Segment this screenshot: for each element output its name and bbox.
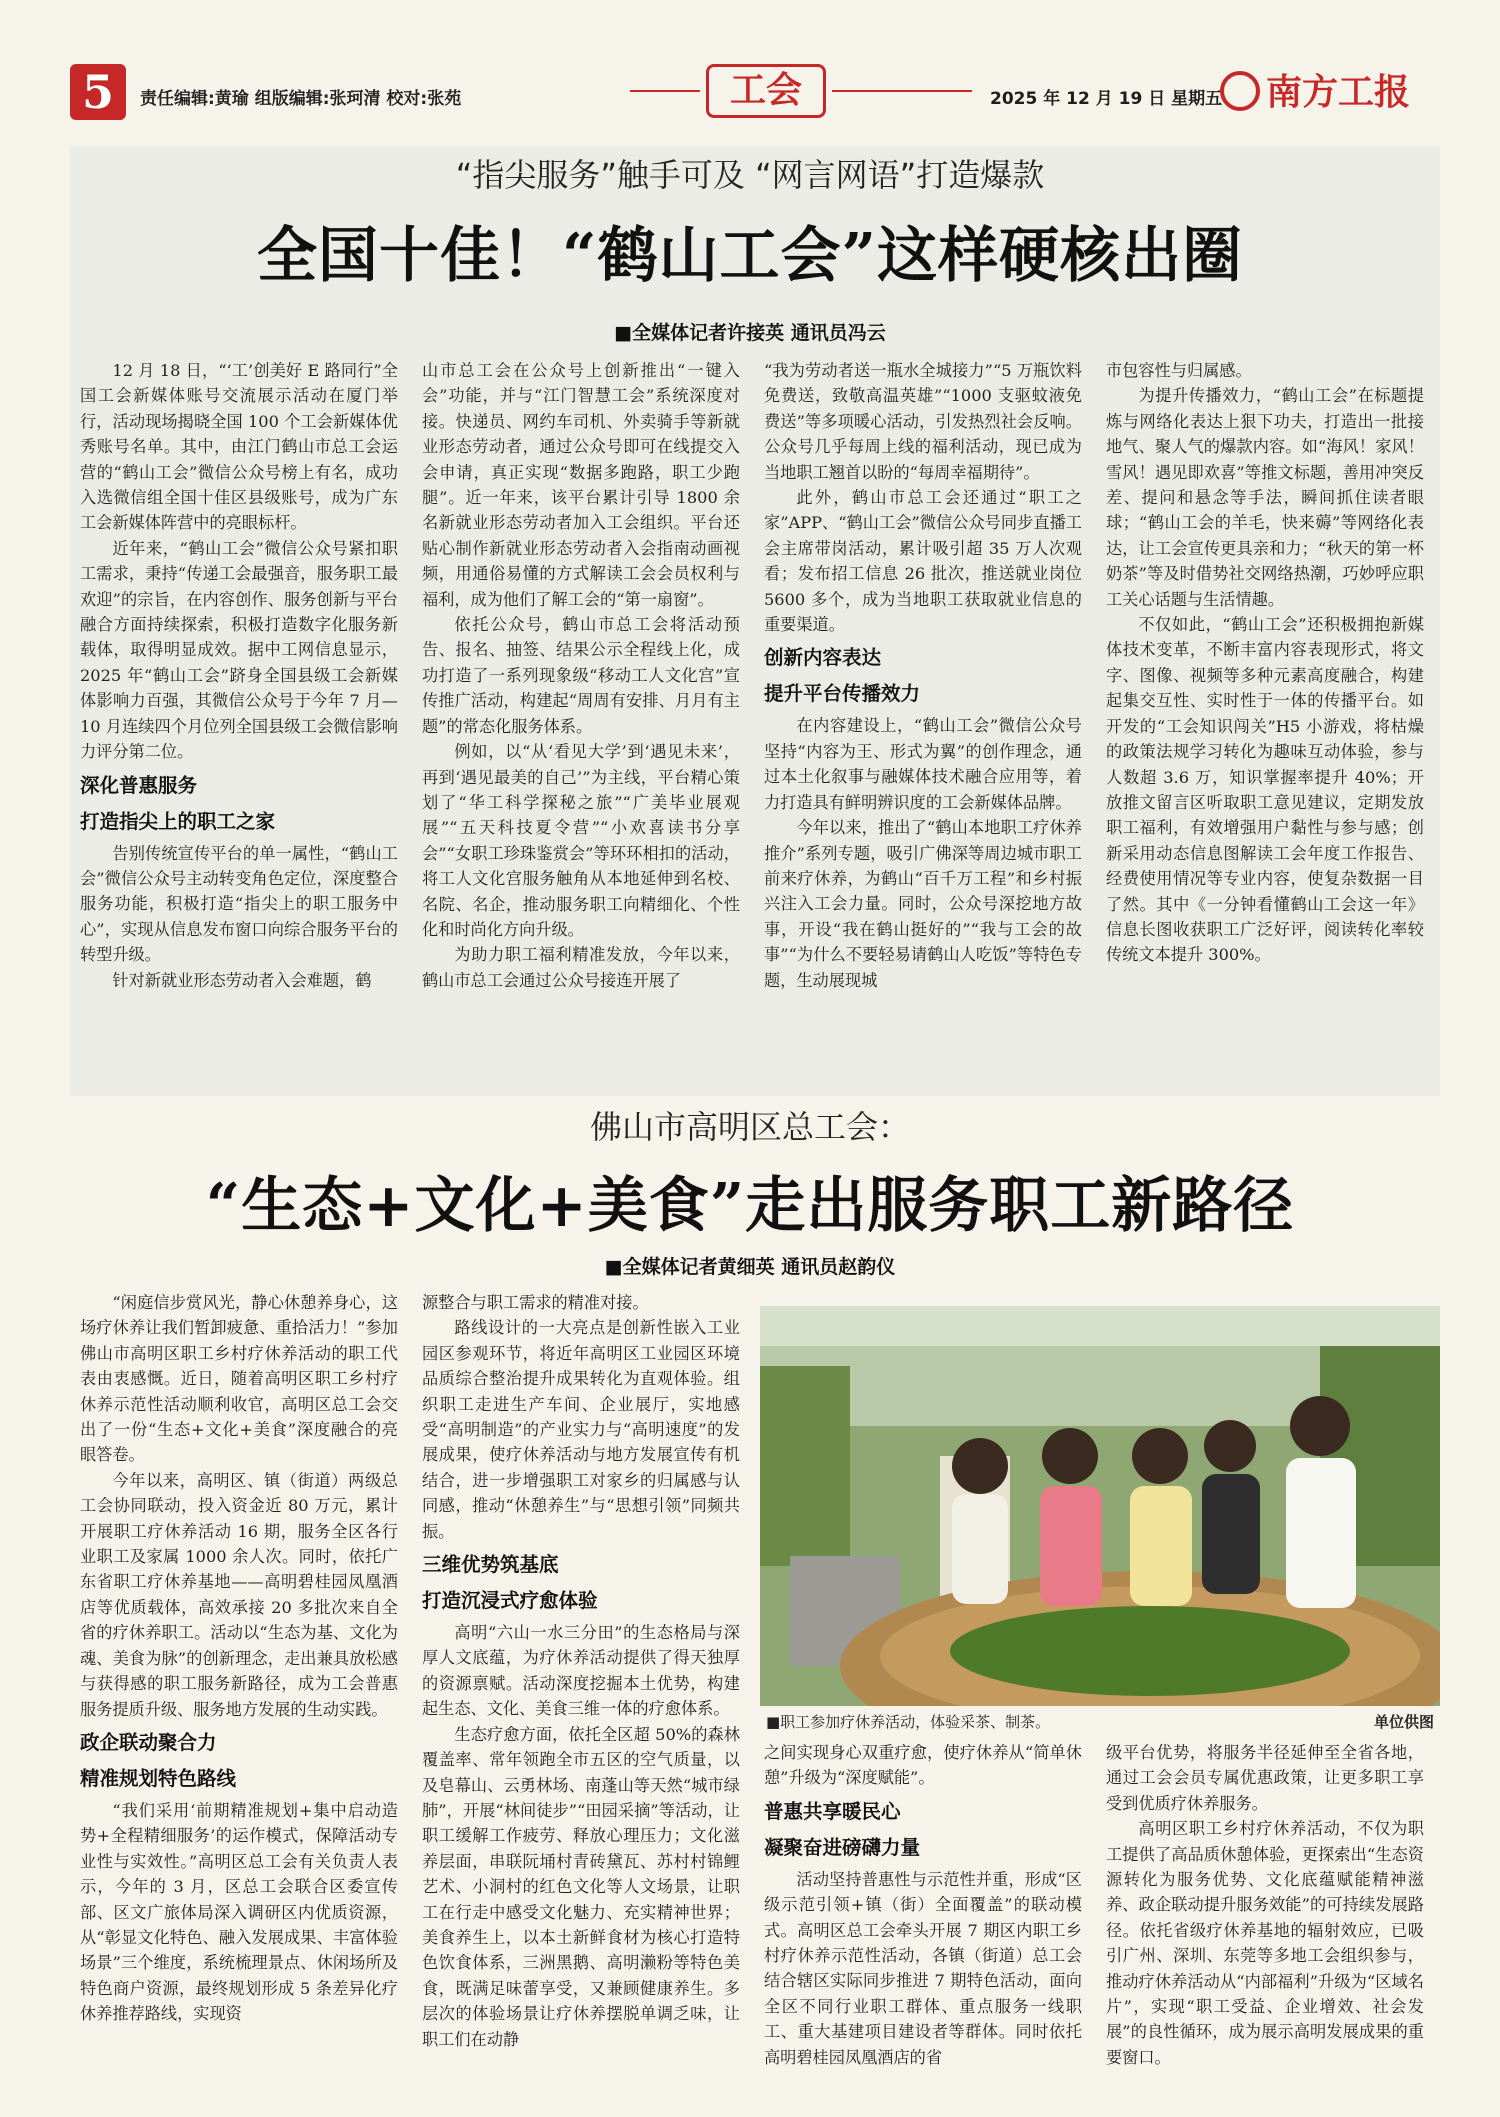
- article1-byline: ■全媒体记者许接英 通讯员冯云: [614, 322, 886, 344]
- photo-caption: ■职工参加疗休养活动，体验采茶、制茶。: [766, 1713, 1051, 1731]
- paragraph: 为提升传播效力，“鹤山工会”在标题提炼与网络化表达上狠下功夫，打造出一批接地气、聚人气的爆款内容。如“海风！家风！雪风！遇见即欢喜”等推文标题，善用冲突反差、提问和悬念等手法，瞬间抓住读者眼球；“鹤山工会的羊毛，快来薅”等网络化表达，让工会宣传更具亲和力；“秋天的第一杯奶茶”等及时借势社交网络热潮，巧妙呼应职工关心话题与生活情趣。: [1106, 386, 1424, 609]
- subheading: 凝聚奋进磅礴力量: [764, 1835, 921, 1859]
- photo-credit: 单位供图: [1373, 1713, 1434, 1731]
- article2-column-1: [80, 1290, 398, 2100]
- subheading: 三维优势筑基底: [422, 1553, 559, 1577]
- paragraph: 活动坚持普惠性与示范性并重，形成“区级示范引领+镇（街）全面覆盖”的联动模式。高明区总工会牵头开展 7 期区内职工乡村疗休养示范性活动，各镇（街道）总工会结合辖区实际同步推进 7 期特色活动，面向全区不同行业职工群体、重点服务一线职工、重大基建项目建设者等群体。同时依托高明碧桂园凤凰酒店的省: [764, 1869, 1082, 2067]
- article2-kicker: 佛山市高明区总工会：: [589, 1108, 910, 1146]
- article1-kicker: “指尖服务”触手可及 “网言网语”打造爆款: [455, 156, 1045, 194]
- subheading: 提升平台传播效力: [764, 682, 921, 706]
- article2-column-3: [764, 1740, 1082, 2100]
- subheading: 打造指尖上的职工之家: [80, 809, 276, 833]
- paragraph: 今年以来，推出了“鹤山本地职工疗休养推介”系列专题，吸引广佛深等周边城市职工前来疗休养，为鹤山“百千万工程”和乡村振兴注入工会力量。同时，公众号深挖地方故事，开设“我在鹤山挺好的”“我与工会的故事”“为什么不要轻易请鹤山人吃饭”等特色专题，生动展现城: [764, 818, 1082, 990]
- article1-column-2: [422, 358, 740, 1084]
- paragraph: 针对新就业形态劳动者入会难题，鹤: [112, 970, 372, 990]
- paragraph: 告别传统宣传平台的单一属性，“鹤山工会”微信公众号主动转变角色定位，深度整合服务功能，积极打造“指尖上的职工服务中心”，实现从信息发布窗口向综合服务平台的转型升级。: [80, 843, 398, 965]
- article2-byline: ■全媒体记者黄细英 通讯员赵韵仪: [604, 1256, 896, 1278]
- paragraph: 市包容性与归属感。: [1106, 361, 1252, 380]
- paragraph: 在内容建设上，“鹤山工会”微信公众号坚持“内容为王、形式为翼”的创作理念，通过本土化叙事与融媒体技术融合应用等，着力打造具有鲜明辨识度的工会新媒体品牌。: [764, 716, 1082, 812]
- paragraph: 依托公众号，鹤山市总工会将活动预告、报名、抽签、结果公示全程线上化，成功打造了一系列现象级“移动工人文化宫”宣传推广活动，构建起“周周有安排、月月有主题”的常态化服务体系。: [422, 615, 740, 736]
- article1-column-3: [764, 358, 1082, 1084]
- section-tag: 工会: [706, 64, 826, 118]
- paragraph: 例如，以“从‘看见大学’到‘遇见未来’，再到‘遇见最美的自己’”为主线，平台精心策划了“华工科学探秘之旅”“广美毕业展观展”“五天科技夏令营”“小欢喜读书分享会”“女职工珍珠鉴赏会”等环环相扣的活动，将工人文化宫服务触角从本地延伸到名校、名院、名企，推动服务职工向精细化、个性化和时尚化方向升级。: [422, 742, 740, 939]
- paragraph: “我为劳动者送一瓶水全城接力”“5 万瓶饮料免费送，致敬高温英雄”“1000 支驱蚊液免费送”等多项暖心活动，引发热烈社会反响。公众号几乎每周上线的福利活动，现已成为当地职工翘首以盼的“每周幸福期待”。: [764, 361, 1082, 482]
- paragraph: “闲庭信步赏风光，静心休憩养身心，这场疗休养让我们暂卸疲惫、重拾活力！”参加佛山市高明区职工乡村疗休养活动的职工代表由衷感慨。近日，随着高明区职工乡村疗休养示范性活动顺利收官，高明区总工会交出了一份“生态+文化+美食”深度融合的亮眼答卷。: [80, 1293, 398, 1465]
- article2-headline: “生态+文化+美食”走出服务职工新路径: [205, 1171, 1295, 1241]
- paragraph: 级平台优势，将服务半径延伸至全省各地，通过工会会员专属优惠政策，让更多职工享受到优质疗休养服务。: [1106, 1743, 1424, 1813]
- paragraph: 此外，鹤山市总工会还通过“职工之家”APP、“鹤山工会”微信公众号同步直播工会主席带岗活动，累计吸引超 35 万人次观看；发布招工信息 26 批次，推送就业岗位 5600 多个，成为当地职工获取就业信息的重要渠道。: [764, 488, 1082, 635]
- article2-column-2: [422, 1290, 740, 2100]
- masthead-name: 南方工报: [1266, 71, 1411, 113]
- paragraph: 不仅如此，“鹤山工会”还积极拥抱新媒体技术变革，不断丰富内容表现形式，将文字、图像、视频等多种元素高度融合，构建起集交互性、实时性于一体的传播平台。如开发的“工会知识闯关”H5 小游戏，将枯燥的政策法规学习转化为趣味互动体验，参与人数超 3.6 万，知识掌握率提升 40%；开放推文留言区听取职工意见建议，定期发放职工福利，有效增强用户黏性与参与感；创新采用动态信息图解读工会年度工作报告、经费使用情况等专业内容，使复杂数据一目了然。其中《一分钟看懂鹤山工会这一年》信息长图收获职工广泛好评，阅读转化率较传统文本提升 300%。: [1106, 615, 1424, 965]
- photo-caption-bar: [760, 1708, 1440, 1734]
- editor-credits: 责任编辑:黄瑜 组版编辑:张珂清 校对:张苑: [140, 89, 462, 109]
- subheading: 打造沉浸式疗愈体验: [422, 1589, 598, 1613]
- article1-column-1: [80, 358, 398, 1084]
- subheading: 普惠共享暖民心: [764, 1799, 901, 1823]
- article2-photo: [760, 1306, 1440, 1706]
- subheading: 深化普惠服务: [80, 773, 198, 797]
- paragraph: 之间实现身心双重疗愈，使疗休养从“简单休憩”升级为“深度赋能”。: [764, 1743, 1082, 1788]
- issue-date: 2025 年 12 月 19 日 星期五: [990, 89, 1223, 109]
- paragraph: 高明“六山一水三分田”的生态格局与深厚人文底蕴，为疗休养活动提供了得天独厚的资源禀赋。活动深度挖掘本土优势，构建起生态、文化、美食三维一体的疗愈体系。: [422, 1623, 740, 1719]
- page-header: [70, 64, 1440, 120]
- subheading: 创新内容表达: [764, 646, 882, 670]
- paragraph: 今年以来，高明区、镇（街道）两级总工会协同联动，投入资金近 80 万元，累计开展职工疗休养活动 16 期，服务全区各行业职工及家属 1000 余人次。同时，依托广东省职工疗休养基地——高明碧桂园凤凰酒店等优质载体，高效承接 20 多批次来自全省的疗休养职工。活动以“生态为基、文化为魂、美食为脉”的创新理念，走出兼具放松感与获得感的职工服务新路径，成为工会普惠服务提质升级、服务地方发展的生动实践。: [80, 1470, 398, 1719]
- paragraph: 路线设计的一大亮点是创新性嵌入工业园区参观环节，将近年高明区工业园区环境品质综合整治提升成果转化为直观体验。组织职工走进生产车间、企业展厅，实地感受“高明制造”的产业实力与“高明速度”的发展成果，使疗休养活动与地方发展宣传有机结合，进一步增强职工对家乡的归属感与认同感，推动“休憩养生”与“思想引领”同频共振。: [422, 1318, 740, 1541]
- article1-headline: 全国十佳！“鹤山工会”这样硬核出圈: [256, 221, 1244, 291]
- article1-column-4: [1106, 358, 1424, 1084]
- subheading: 政企联动聚合力: [80, 1730, 217, 1754]
- paragraph: 山市总工会在公众号上创新推出“一键入会”功能，并与“江门智慧工会”系统深度对接。快递员、网约车司机、外卖骑手等新就业形态劳动者，通过公众号即可在线提交入会申请，真正实现“数据多跑路，职工少跑腿”。近一年来，该平台累计引导 1800 余名新就业形态劳动者加入工会组织。平台还贴心制作新就业形态劳动者入会指南动画视频，用通俗易懂的方式解读工会会员权利与福利，成为他们了解工会的“第一扇窗”。: [422, 361, 740, 609]
- paragraph: 源整合与职工需求的精准对接。: [422, 1293, 649, 1312]
- tea-picking-photo-illustration: [760, 1306, 1440, 1706]
- masthead-emblem-icon: [1220, 71, 1260, 111]
- masthead-logo: [1220, 68, 1440, 116]
- article2-column-4: [1106, 1740, 1424, 2100]
- paragraph: 近年来，“鹤山工会”微信公众号紧扣职工需求，秉持“传递工会最强音，服务职工最欢迎”的宗旨，在内容创作、服务创新与平台融合方面持续探索，积极打造数字化服务新载体，取得明显成效。据中工网信息显示，2025 年“鹤山工会”跻身全国县级工会新媒体影响力百强，其微信公众号于今年 7 月—10 月连续四个月位列全国县级工会微信影响力评分第二位。: [80, 538, 398, 762]
- paragraph: “我们采用‘前期精准规划+集中启动造势+全程精细服务’的运作模式，保障活动专业性与实效性。”高明区总工会有关负责人表示，今年的 3 月，区总工会联合区委宣传部、区文广旅体局深入调研区内优质资源，从“彰显文化特色、融入发展成果、丰富体验场景”三个维度，系统梳理景点、休闲场所及特色商户资源，最终规划形成 5 条差异化疗休养推荐路线，实现资: [80, 1800, 398, 2024]
- paragraph: 高明区职工乡村疗休养活动，不仅为职工提供了高品质休憩体验，更探索出“生态资源转化为服务优势、文化底蕴赋能精神滋养、政企联动提升服务效能”的可持续发展路径。依托省级疗休养基地的辐射效应，已吸引广州、深圳、东莞等多地工会组织参与，推动疗休养活动从“内部福利”升级为“区域名片”，实现“职工受益、企业增效、社会发展”的良性循环，成为展示高明发展成果的重要窗口。: [1106, 1819, 1424, 2067]
- subheading: 精准规划特色路线: [80, 1766, 237, 1790]
- section-rule-left: [630, 90, 700, 92]
- paragraph: 生态疗愈方面，依托全区超 50%的森林覆盖率、常年领跑全市五区的空气质量，以及皂幕山、云勇林场、南蓬山等天然“城市绿肺”，开展“林间徒步”“田园采摘”等活动，让职工缓解工作疲劳、释放心理压力；文化滋养层面，串联阮埇村青砖黛瓦、苏村村锦鲤艺术、小洞村的红色文化等人文场景，让职工在行走中感受文化魅力、充实精神世界；美食养生上，以本土新鲜食材为核心打造特色饮食体系，三洲黑鹅、高明濑粉等特色美食，既满足味蕾享受，又兼顾健康养生。多层次的体验场景让疗休养摆脱单调乏味，让职工们在动静: [422, 1724, 740, 2049]
- page-number: 5: [70, 64, 126, 120]
- paragraph: 12 月 18 日，“‘工’创美好 E 路同行”全国工会新媒体账号交流展示活动在厦门举行，活动现场揭晓全国 100 个工会新媒体优秀账号名单。其中，由江门鹤山市总工会运营的“鹤山工会”微信公众号榜上有名，成功入选微信组全国十佳区县级账号，成为广东工会新媒体阵营中的亮眼标杆。: [80, 361, 398, 533]
- section-rule-right: [832, 90, 972, 92]
- paragraph: 为助力职工福利精准发放，今年以来，鹤山市总工会通过公众号接连开展了: [422, 945, 740, 990]
